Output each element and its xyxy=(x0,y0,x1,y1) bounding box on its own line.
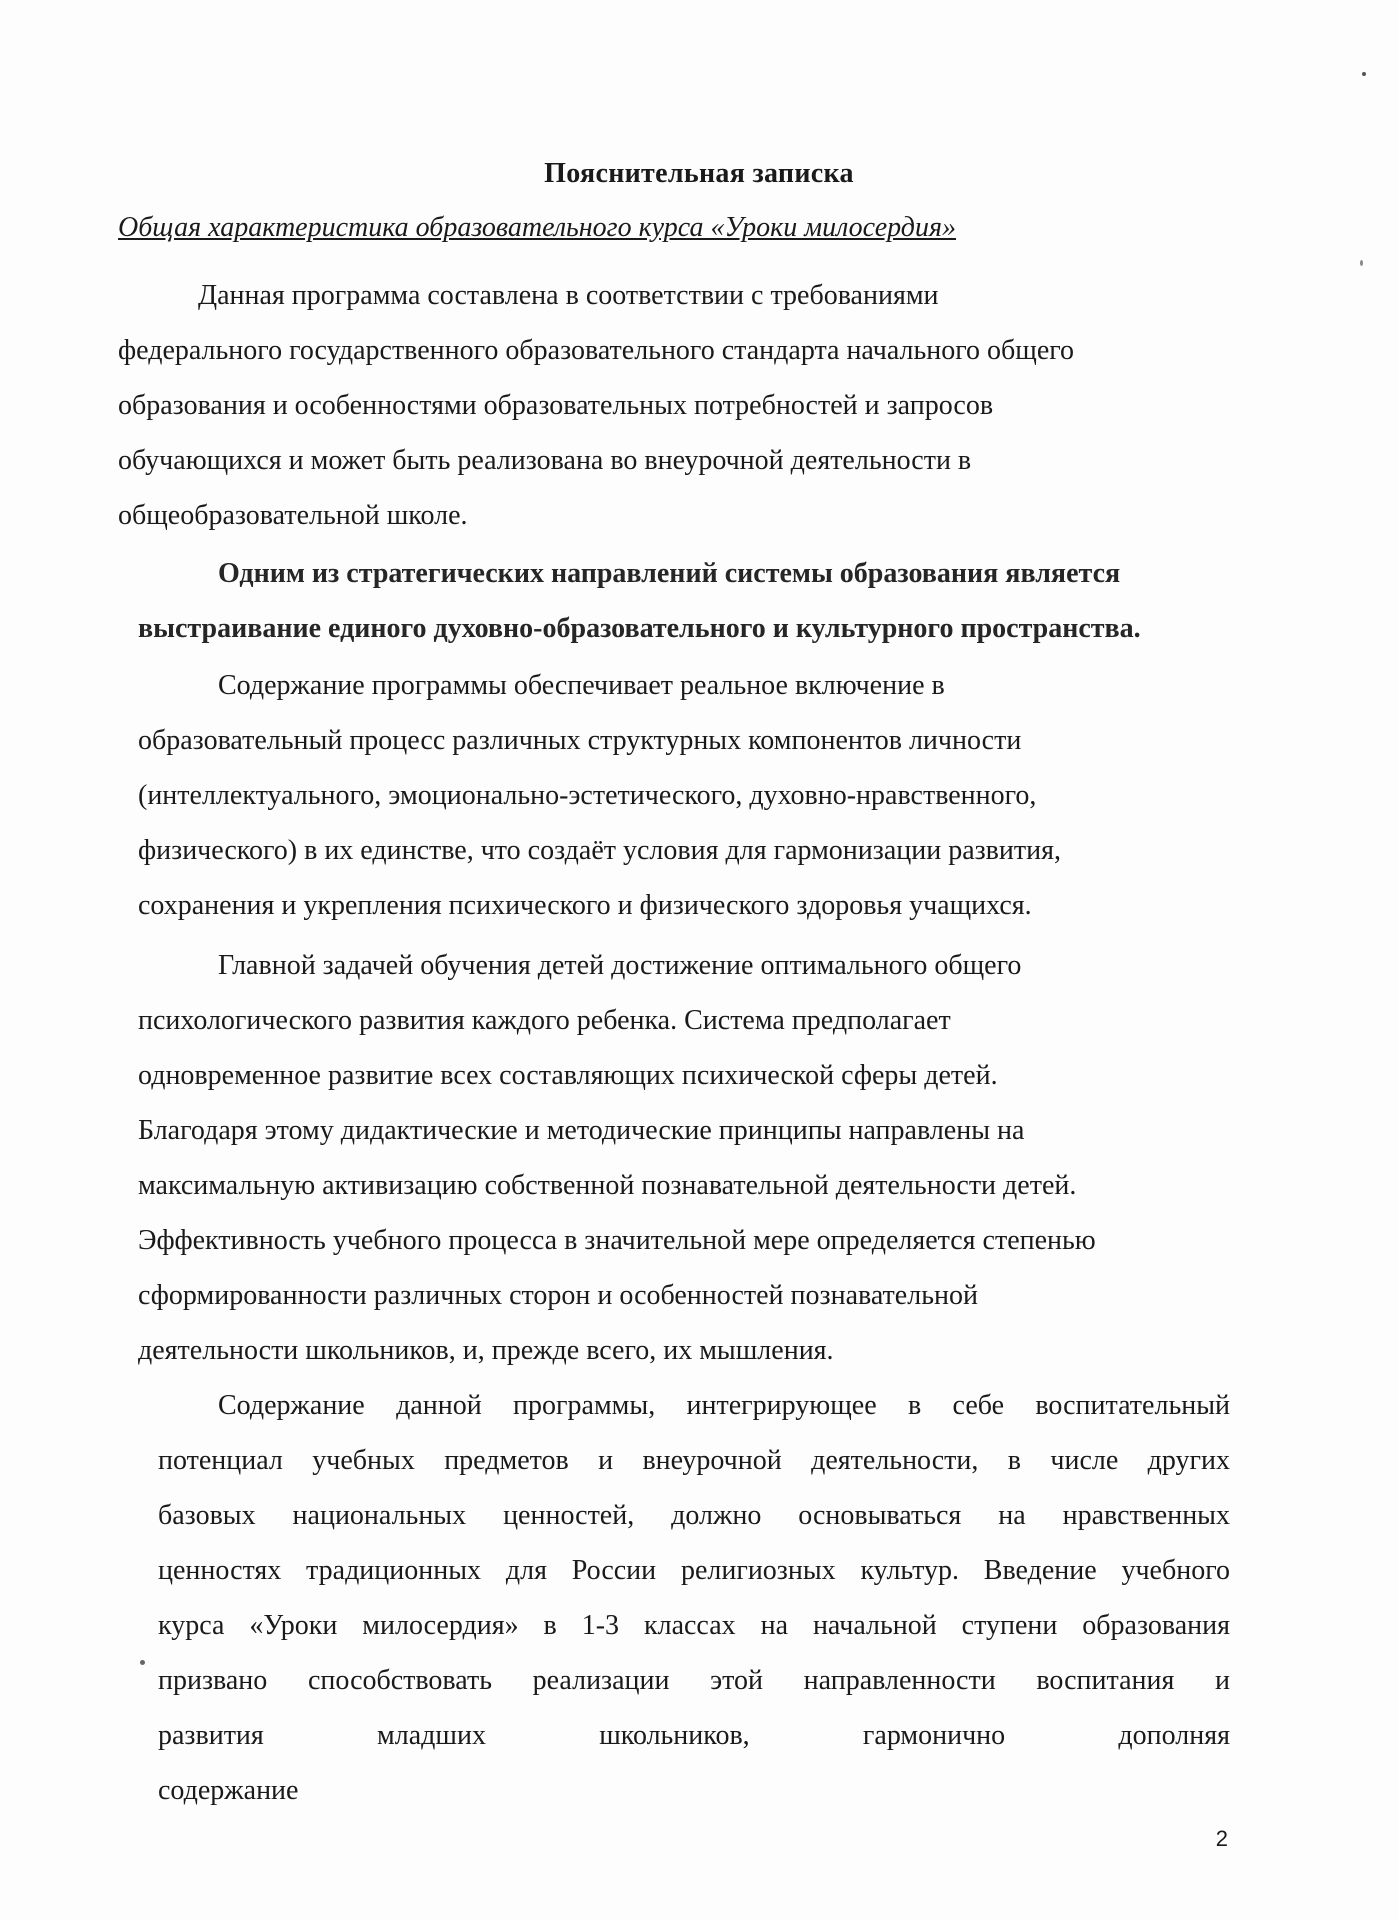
paragraph-5-line: Содержание данной программы, интегрирующее в себе воспитательный xyxy=(218,1390,1230,1421)
paragraph-2 xyxy=(138,546,1238,656)
paragraph-4-line: Главной задачей обучения детей достижение оптимального общего xyxy=(218,950,1022,981)
paragraph-5-line: призвано способствовать реализации этой направленности воспитания и xyxy=(158,1665,1230,1696)
paragraph-5-line: курса «Уроки милосердия» в 1-3 классах на начальной ступени образования xyxy=(158,1610,1230,1641)
paragraph-1-line: Данная программа составлена в соответствии с требованиями xyxy=(198,280,939,311)
scan-speck xyxy=(1360,260,1363,266)
paragraph-5-line: базовых национальных ценностей, должно основываться на нравственных xyxy=(158,1500,1230,1531)
paragraph-2-line: выстраивание единого духовно-образовательного и культурного пространства. xyxy=(138,613,1141,644)
paragraph-5 xyxy=(158,1378,1230,1818)
page-title: Пояснительная записка xyxy=(544,158,854,189)
paragraph-1-line: обучающихся и может быть реализована во внеурочной деятельности в xyxy=(118,445,972,476)
paragraph-1-line: федерального государственного образовательного стандарта начального общего xyxy=(118,335,1075,366)
paragraph-4-line: максимальную активизацию собственной познавательной деятельности детей. xyxy=(138,1170,1077,1201)
paragraph-2-line: Одним из стратегических направлений системы образования является xyxy=(218,558,1121,589)
scan-speck xyxy=(140,1660,145,1665)
section-subtitle: Общая характеристика образовательного курса «Уроки милосердия» xyxy=(118,212,956,243)
paragraph-3-line: (интеллектуального, эмоционально-эстетического, духовно-нравственного, xyxy=(138,780,1037,811)
paragraph-4 xyxy=(138,938,1238,1378)
paragraph-3-line: Содержание программы обеспечивает реальное включение в xyxy=(218,670,945,701)
paragraph-4-line: Благодаря этому дидактические и методические принципы направлены на xyxy=(138,1115,1025,1146)
page-number: 2 xyxy=(1215,1826,1228,1851)
paragraph-3 xyxy=(138,658,1238,933)
paragraph-5-line: ценностях традиционных для России религиозных культур. Введение учебного xyxy=(158,1555,1230,1586)
paragraph-4-line: психологического развития каждого ребенка. Система предполагает xyxy=(138,1005,951,1036)
paragraph-4-line: Эффективность учебного процесса в значительной мере определяется степенью xyxy=(138,1225,1096,1256)
scan-speck xyxy=(1362,72,1366,76)
paragraph-3-line: физического) в их единстве, что создаёт условия для гармонизации развития, xyxy=(138,835,1061,866)
paragraph-3-line: образовательный процесс различных структурных компонентов личности xyxy=(138,725,1022,756)
paragraph-5-line: развития младших школьников, гармонично дополняя содержание xyxy=(158,1720,1230,1806)
paragraph-5-line: потенциал учебных предметов и внеурочной деятельности, в числе других xyxy=(158,1445,1230,1476)
paragraph-1-line: общеобразовательной школе. xyxy=(118,500,468,531)
paragraph-4-line: одновременное развитие всех составляющих психической сферы детей. xyxy=(138,1060,998,1091)
paragraph-4-line: сформированности различных сторон и особенностей познавательной xyxy=(138,1280,978,1311)
paragraph-3-line: сохранения и укрепления психического и физического здоровья учащихся. xyxy=(138,890,1032,921)
paragraph-1-line: образования и особенностями образовательных потребностей и запросов xyxy=(118,390,994,421)
paragraph-1 xyxy=(118,268,1228,543)
paragraph-4-line: деятельности школьников, и, прежде всего, их мышления. xyxy=(138,1335,834,1366)
